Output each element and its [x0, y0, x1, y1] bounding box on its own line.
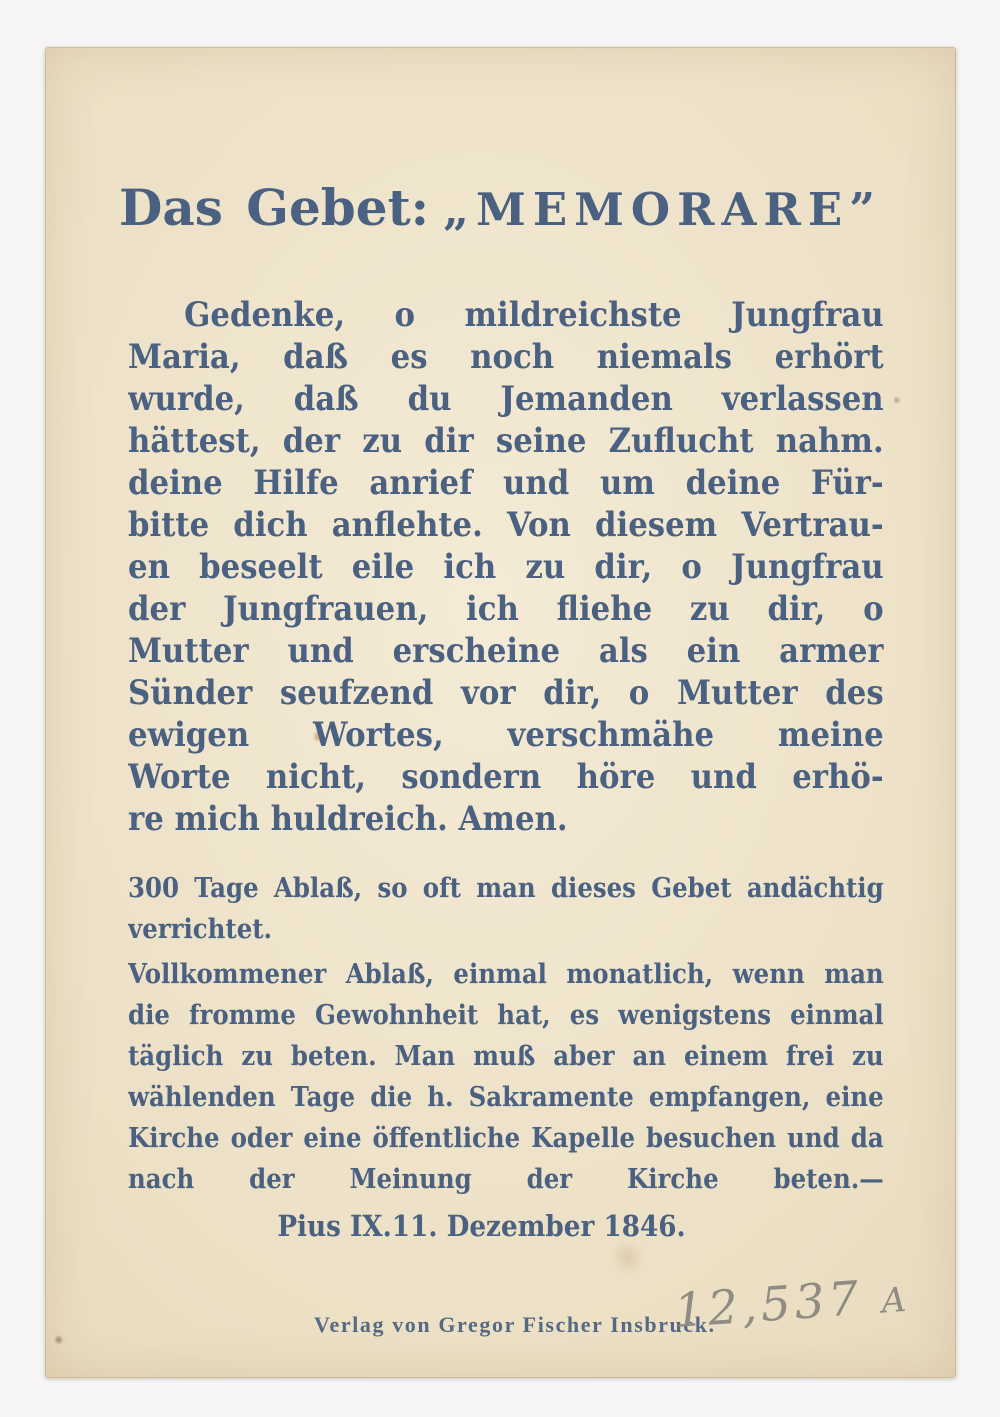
prayer-line: Sünder seufzend vor dir, o Mutter des	[128, 673, 884, 713]
prayer-text	[128, 294, 884, 840]
prayer-line: bitte dich anflehte. Von diesem Vertrau-	[128, 505, 884, 545]
prayer-line: deine Hilfe anrief und um deine Für-	[128, 463, 884, 503]
attribution-line: Pius IX.11. Dezember 1846.	[277, 1209, 686, 1243]
note-line: täglich zu beten. Man muß aber an einem frei zu	[128, 1041, 884, 1072]
prayer-line: der Jungfrauen, ich fliehe zu dir, o	[128, 589, 884, 629]
catalog-number-suffix: A	[880, 1279, 908, 1322]
note-line: die fromme Gewohnheit hat, es wenigstens einmal	[128, 1000, 884, 1031]
note-line: verrichtet.	[128, 914, 273, 945]
prayer-line: ewigen Wortes, verschmähe meine	[128, 715, 884, 755]
prayer-card	[45, 47, 956, 1378]
prayer-line: Maria, daß es noch niemals erhört	[128, 337, 884, 377]
note-line: Kirche oder eine öffentliche Kapelle besuchen und da	[128, 1123, 884, 1154]
prayer-line: en beseelt eile ich zu dir, o Jungfrau	[128, 547, 884, 587]
publisher-imprint: Verlag von Gregor Fischer Insbruck.	[314, 1312, 716, 1337]
note-line: 300 Tage Ablaß, so oft man dieses Gebet andächtig	[128, 873, 884, 904]
prayer-line: Gedenke, o mildreichste Jungfrau	[184, 295, 884, 335]
title-name: „MEMORARE”	[443, 183, 883, 236]
prayer-line: re mich huldreich. Amen.	[128, 799, 568, 839]
indulgence-note-300	[128, 868, 884, 950]
catalog-number-digits: 12,537	[672, 1271, 865, 1340]
page-title	[46, 178, 955, 240]
prayer-line: hättest, der zu dir seine Zuflucht nahm.	[128, 421, 884, 461]
note-line: wählenden Tage die h. Sakramente empfangen, eine	[128, 1082, 884, 1113]
title-prefix: Das Gebet:	[118, 178, 430, 237]
note-line: nach der Meinung der Kirche beten.—	[128, 1164, 884, 1195]
prayer-line: Mutter und erscheine als ein armer	[128, 631, 884, 671]
handwritten-catalog-number	[672, 1268, 907, 1339]
prayer-line: wurde, daß du Jemanden verlassen	[128, 379, 884, 419]
prayer-line: Worte nicht, sondern höre und erhö-	[128, 757, 884, 797]
note-line: Vollkommener Ablaß, einmal monatlich, wenn man	[128, 959, 884, 990]
indulgence-note-plenary	[128, 954, 884, 1200]
